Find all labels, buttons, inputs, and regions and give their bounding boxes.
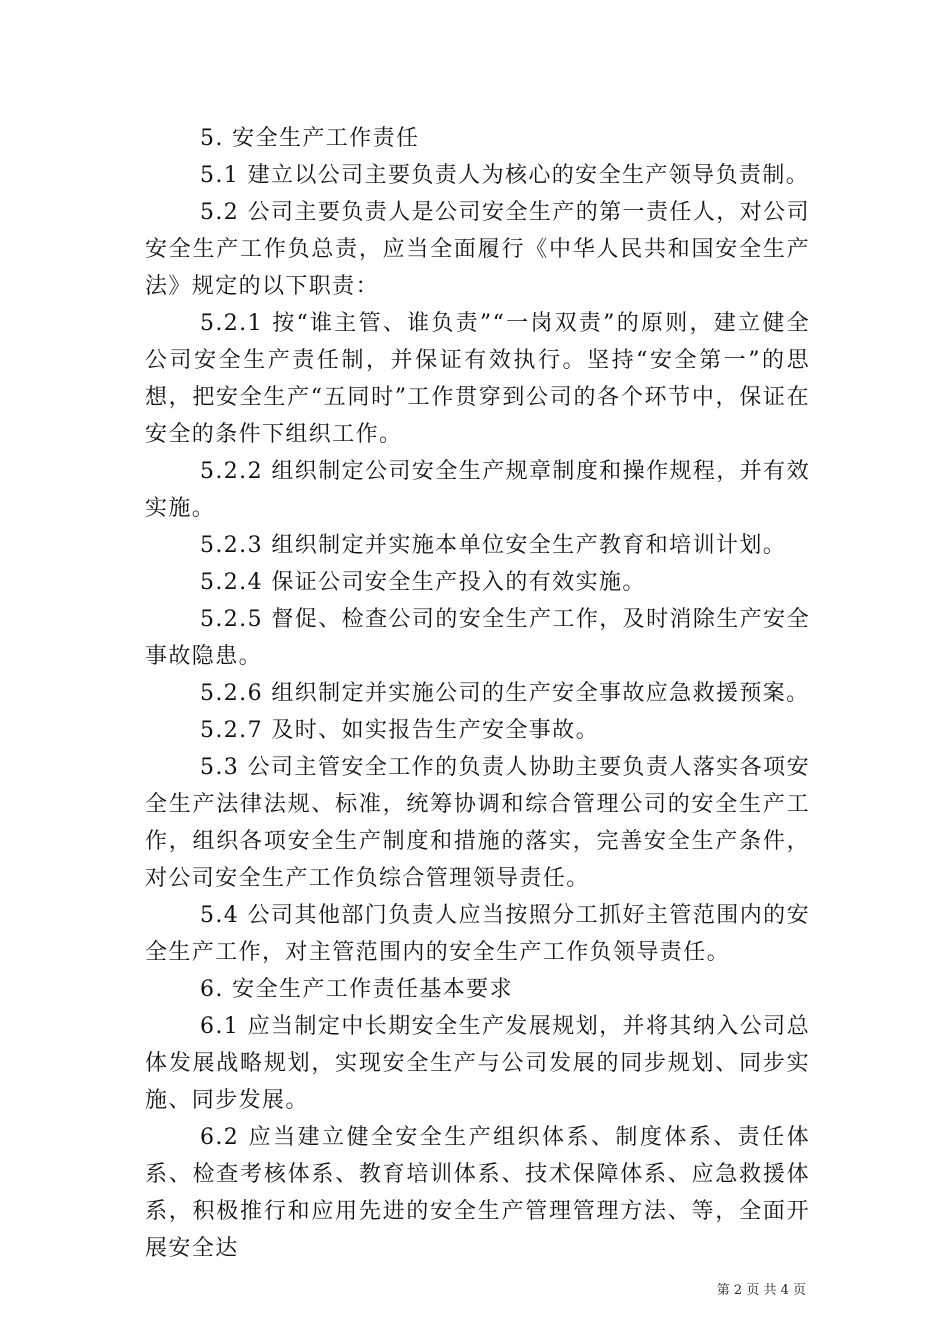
paragraph-5-1: 5.1 建立以公司主要负责人为核心的安全生产领导负责制。 — [200, 163, 810, 188]
page-number-footer: 第 2 页 共 4 页 — [716, 1283, 806, 1298]
paragraph-5-2-4: 5.2.4 保证公司安全生产投入的有效实施。 — [200, 570, 646, 595]
paragraph-5-2-3: 5.2.3 组织制定并实施本单位安全生产教育和培训计划。 — [200, 533, 787, 558]
section-heading-6: 6. 安全生产工作责任基本要求 — [200, 977, 513, 1002]
paragraph-6-2: 6.2 应当建立健全安全生产组织体系、制度体系、责任体系、检查考核体系、教育培训体系、技术保障体系、应急救援体系，积极推行和应用先进的安全生产管理管理方法、等，全面开展安全达 — [145, 1125, 810, 1261]
paragraph-5-2-2: 5.2.2 组织制定公司安全生产规章制度和操作规程，并有效实施。 — [145, 459, 810, 521]
paragraph-5-4: 5.4 公司其他部门负责人应当按照分工抓好主管范围内的安全生产工作，对主管范围内的安全生产工作负领导责任。 — [145, 903, 810, 965]
paragraph-5-2-7: 5.2.7 及时、如实报告生产安全事故。 — [200, 718, 599, 743]
document-body — [145, 120, 810, 1267]
section-heading-5: 5. 安全生产工作责任 — [200, 126, 420, 151]
paragraph-6-1: 6.1 应当制定中长期安全生产发展规划，并将其纳入公司总体发展战略规划，实现安全生产与公司发展的同步规划、同步实施、同步发展。 — [145, 1014, 810, 1113]
paragraph-5-2-5: 5.2.5 督促、检查公司的安全生产工作，及时消除生产安全事故隐患。 — [145, 607, 810, 669]
paragraph-5-2-1: 5.2.1 按“谁主管、谁负责”“一岗双责”的原则，建立健全公司安全生产责任制，并保证有效执行。坚持“安全第一”的思想，把安全生产“五同时”工作贯穿到公司的各个环节中，保证在安全的条件下组织工作。 — [145, 311, 810, 447]
paragraph-5-3: 5.3 公司主管安全工作的负责人协助主要负责人落实各项安全生产法律法规、标准，统筹协调和综合管理公司的安全生产工作，组织各项安全生产制度和措施的落实，完善安全生产条件，对公司安全生产工作负综合管理领导责任。 — [145, 755, 810, 891]
paragraph-5-2: 5.2 公司主要负责人是公司安全生产的第一责任人，对公司安全生产工作负总责，应当全面履行《中华人民共和国安全生产法》规定的以下职责： — [145, 200, 810, 299]
paragraph-5-2-6: 5.2.6 组织制定并实施公司的生产安全事故应急救援预案。 — [200, 681, 810, 706]
